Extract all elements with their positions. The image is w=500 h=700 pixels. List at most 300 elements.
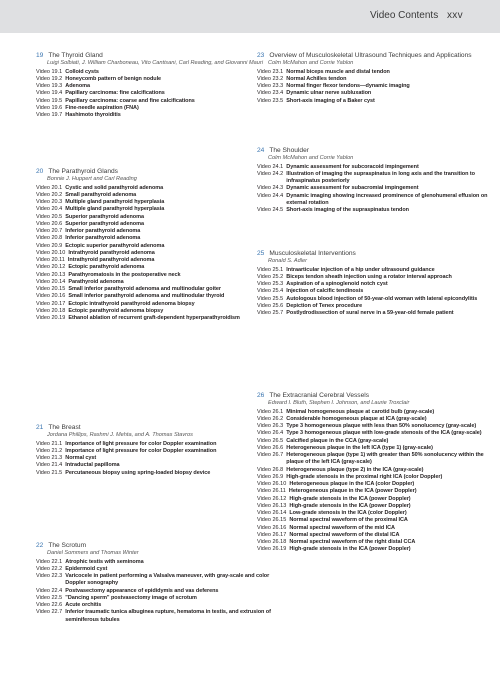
video-entry[interactable] [36, 221, 272, 228]
video-entry[interactable] [257, 416, 493, 423]
video-number: 26.16 [272, 524, 287, 531]
video-number: 20.18 [51, 307, 66, 314]
video-number: 20.19 [51, 315, 66, 322]
video-title: Varicocele in patient performing a Valsalva maneuver, with gray-scale and color Doppler sonography [65, 573, 270, 587]
chapter-number: 26 [257, 392, 265, 399]
video-title: Normal biceps muscle and distal tendon [286, 68, 390, 75]
video-id [36, 448, 65, 455]
video-entry[interactable] [257, 430, 493, 437]
video-id [36, 559, 65, 566]
video-label: Video [36, 440, 50, 447]
video-entry[interactable] [257, 310, 493, 317]
chapter-authors: Ronald S. Adler [268, 258, 307, 264]
video-entry[interactable] [257, 445, 493, 452]
video-entry[interactable] [257, 69, 493, 76]
video-number: 19.7 [51, 112, 63, 119]
video-number: 20.4 [51, 206, 63, 213]
video-entry[interactable] [257, 467, 493, 474]
video-label: Video [36, 184, 50, 191]
video-label: Video [257, 281, 271, 288]
video-title: Dynamic assessment for subcoracoid impingement [286, 163, 419, 170]
video-number: 20.6 [51, 220, 63, 227]
video-entry[interactable] [36, 228, 272, 235]
video-id [36, 112, 65, 119]
video-label: Video [257, 170, 271, 177]
video-label: Video [36, 565, 50, 572]
video-title: High-grade stenosis in the ICA (power Doppler) [289, 495, 411, 502]
video-id [36, 228, 65, 235]
video-title: Parathyroid adenoma [68, 278, 124, 285]
video-id [36, 566, 65, 573]
video-entry[interactable] [36, 559, 272, 566]
video-id [257, 546, 289, 553]
video-label: Video [36, 235, 50, 242]
video-number: 26.13 [272, 502, 287, 509]
video-label: Video [36, 558, 50, 565]
video-entry[interactable] [257, 409, 493, 416]
video-label: Video [257, 546, 271, 553]
video-number: 21.5 [51, 469, 63, 476]
video-label: Video [36, 455, 50, 462]
video-id [36, 76, 65, 83]
video-entry[interactable] [257, 267, 493, 274]
video-label: Video [36, 257, 50, 264]
video-entry[interactable] [36, 76, 272, 83]
video-id [257, 416, 286, 423]
video-id [257, 193, 286, 208]
video-label: Video [257, 273, 271, 280]
video-label: Video [257, 524, 271, 531]
video-label: Video [36, 609, 50, 616]
chapter-title: Overview of Musculoskeletal Ultrasound Techniques and Applications [269, 52, 472, 59]
video-entry[interactable] [36, 462, 272, 469]
video-number: 23.5 [272, 97, 284, 104]
video-label: Video [257, 452, 271, 459]
video-label: Video [36, 602, 50, 609]
video-number: 23.3 [272, 83, 284, 90]
chapter-heading [257, 147, 493, 155]
video-label: Video [257, 510, 271, 517]
video-entry[interactable] [257, 532, 493, 539]
video-entry[interactable] [36, 448, 272, 455]
video-id [257, 164, 286, 171]
video-label: Video [36, 228, 50, 235]
video-title: Intrathyroid parathyroid adenoma [67, 257, 155, 264]
video-entry[interactable] [257, 303, 493, 310]
video-label: Video [36, 278, 50, 285]
video-label: Video [257, 495, 271, 502]
video-title: Normal cyst [65, 455, 97, 462]
video-label: Video [36, 199, 50, 206]
video-label: Video [36, 307, 50, 314]
chapter-title: The Extracranial Cerebral Vessels [269, 392, 370, 399]
video-list [257, 267, 493, 318]
video-label: Video [36, 112, 50, 119]
video-entry[interactable] [36, 272, 272, 279]
video-label: Video [257, 75, 271, 82]
video-entry[interactable] [257, 525, 493, 532]
video-id [36, 90, 65, 97]
video-entry[interactable] [257, 296, 493, 303]
video-entry[interactable] [36, 455, 272, 462]
video-entry[interactable] [257, 193, 493, 208]
video-entry[interactable] [36, 301, 272, 308]
video-list [36, 185, 272, 323]
video-number: 25.5 [272, 295, 284, 302]
video-number: 20.14 [51, 278, 66, 285]
video-number: 19.6 [51, 104, 63, 111]
video-entry[interactable] [36, 206, 272, 213]
video-id [36, 199, 65, 206]
video-list [257, 164, 493, 215]
chapter-section-23 [257, 52, 493, 105]
video-id [257, 207, 286, 214]
video-entry[interactable] [257, 207, 493, 214]
video-number: 25.1 [272, 266, 284, 273]
video-title: Injection of calcific tendinosis [286, 288, 364, 295]
video-entry[interactable] [257, 274, 493, 281]
video-entry[interactable] [36, 293, 272, 300]
chapter-number: 19 [36, 52, 44, 59]
video-title: Ectopic intrathyroid parathyroid adenoma biopsy [68, 300, 195, 307]
chapter-number: 22 [36, 542, 44, 549]
video-label: Video [257, 408, 271, 415]
chapter-section-19 [36, 52, 272, 119]
video-id [257, 409, 286, 416]
video-title: Dynamic imaging showing increased prominence of glenohumeral effusion on external rotation [286, 192, 488, 206]
video-title: Heterogeneous plaque in the ICA (color Doppler) [289, 481, 415, 488]
video-id [257, 445, 286, 452]
video-entry[interactable] [257, 452, 493, 467]
video-number: 24.1 [272, 163, 284, 170]
video-number: 26.5 [272, 437, 284, 444]
video-label: Video [36, 447, 50, 454]
video-id [257, 467, 286, 474]
video-entry[interactable] [257, 423, 493, 430]
video-entry[interactable] [257, 481, 493, 488]
video-entry[interactable] [257, 185, 493, 192]
video-entry[interactable] [257, 83, 493, 90]
video-number: 21.4 [51, 462, 63, 469]
video-number: 20.9 [51, 242, 63, 249]
video-list [36, 69, 272, 120]
video-entry[interactable] [257, 474, 493, 481]
video-label: Video [257, 185, 271, 192]
video-number: 19.2 [51, 75, 63, 82]
video-id [36, 185, 65, 192]
video-number: 20.11 [51, 257, 65, 264]
video-title: Normal spectral waveform of the distal ICA [289, 531, 400, 538]
video-number: 25.7 [272, 310, 284, 317]
video-label: Video [257, 288, 271, 295]
video-number: 24.5 [272, 207, 284, 214]
video-entry[interactable] [36, 112, 272, 119]
video-entry[interactable] [36, 264, 272, 271]
video-title: Dynamic ulnar nerve subluxation [286, 90, 372, 97]
chapter-title: The Thyroid Gland [48, 52, 103, 59]
video-title: Epidermoid cyst [65, 565, 108, 572]
video-entry[interactable] [36, 602, 272, 609]
video-label: Video [257, 423, 271, 430]
video-number: 20.3 [51, 199, 63, 206]
video-entry[interactable] [36, 105, 272, 112]
video-number: 20.8 [51, 235, 63, 242]
video-label: Video [36, 242, 50, 249]
video-entry[interactable] [36, 214, 272, 221]
chapter-title: Musculoskeletal Interventions [269, 250, 356, 257]
video-label: Video [36, 293, 50, 300]
video-id [257, 288, 286, 295]
video-entry[interactable] [36, 83, 272, 90]
chapter-number: 23 [257, 52, 265, 59]
video-entry[interactable] [257, 539, 493, 546]
video-label: Video [36, 462, 50, 469]
video-entry[interactable] [257, 496, 493, 503]
video-entry[interactable] [36, 90, 272, 97]
video-entry[interactable] [36, 98, 272, 105]
video-title: Normal finger flexor tendons—dynamic imaging [286, 83, 410, 90]
video-title: Superior parathyroid adenoma [65, 220, 144, 227]
video-number: 26.4 [272, 430, 284, 437]
video-entry[interactable] [36, 573, 272, 588]
video-title: Papillary carcinoma: fine calcifications [65, 90, 165, 97]
video-entry[interactable] [257, 517, 493, 524]
video-id [257, 539, 289, 546]
video-id [36, 301, 68, 308]
video-title: Ectopic parathyroid adenoma [68, 264, 145, 271]
video-entry[interactable] [36, 315, 272, 322]
video-id [257, 423, 286, 430]
video-title: Heterogeneous plaque (type 2) in the ICA (gray-scale) [286, 466, 424, 473]
video-id [36, 250, 68, 257]
video-number: 22.7 [51, 609, 63, 616]
video-id [257, 69, 286, 76]
video-number: 26.8 [272, 466, 284, 473]
chapter-number: 21 [36, 424, 44, 431]
video-title: Heterogeneous plaque in the ICA (power Doppler) [288, 488, 417, 495]
video-title: Autologous blood injection of 50-year-old woman with lateral epicondylitis [286, 295, 478, 302]
video-title: Depiction of Tenex procedure [286, 302, 363, 309]
video-id [257, 171, 286, 186]
video-entry[interactable] [257, 171, 493, 186]
video-entry[interactable] [257, 281, 493, 288]
video-entry[interactable] [257, 438, 493, 445]
video-label: Video [36, 594, 50, 601]
video-title: Hashimoto thyroiditis [65, 112, 121, 119]
video-id [36, 441, 65, 448]
video-entry[interactable] [36, 470, 272, 477]
video-number: 26.10 [272, 481, 287, 488]
video-entry[interactable] [257, 90, 493, 97]
video-title: Normal spectral waveform of the proximal ICA [289, 517, 408, 524]
video-label: Video [257, 266, 271, 273]
video-number: 26.17 [272, 531, 287, 538]
chapter-number: 24 [257, 147, 265, 154]
video-title: High-grade stenosis in the ICA (power Doppler) [289, 502, 411, 509]
video-entry[interactable] [36, 185, 272, 192]
video-entry[interactable] [36, 235, 272, 242]
video-id [257, 185, 286, 192]
video-id [36, 279, 68, 286]
video-label: Video [257, 415, 271, 422]
video-label: Video [257, 473, 271, 480]
video-title: Inferior parathyroid adenoma [65, 228, 141, 235]
video-number: 23.4 [272, 90, 284, 97]
video-title: Intraarticular injection of a hip under ultrasound guidance [286, 266, 435, 273]
video-number: 20.13 [51, 271, 66, 278]
video-label: Video [257, 192, 271, 199]
chapter-heading [36, 424, 272, 432]
video-id [36, 243, 65, 250]
video-number: 26.7 [272, 452, 284, 459]
video-entry[interactable] [257, 503, 493, 510]
video-id [36, 69, 65, 76]
video-id [257, 481, 289, 488]
video-entry[interactable] [36, 286, 272, 293]
chapter-title: The Shoulder [269, 147, 309, 154]
video-title: Colloid cysts [65, 68, 99, 75]
video-label: Video [36, 249, 50, 256]
video-number: 26.18 [272, 539, 287, 546]
video-title: Inferior parathyroid adenoma [65, 235, 141, 242]
chapter-heading [257, 250, 493, 258]
video-entry[interactable] [36, 279, 272, 286]
video-id [257, 76, 286, 83]
video-title: Adenoma [65, 83, 90, 90]
video-entry[interactable] [36, 595, 272, 602]
video-id [257, 532, 289, 539]
chapter-authors: Edward I. Bluth, Stephen I. Johnson, and Laurie Troxclair [268, 400, 410, 406]
video-title: Dynamic assessment for subacromial impingement [286, 185, 419, 192]
video-id [36, 105, 65, 112]
video-title: Postlydrodissection of sural nerve in a 59-year-old female patient [286, 310, 454, 317]
video-id [257, 90, 286, 97]
video-id [36, 257, 68, 264]
video-label: Video [257, 444, 271, 451]
video-number: 25.4 [272, 288, 284, 295]
chapter-section-20 [36, 168, 272, 322]
video-title: Ethanol ablation of recurrent graft-dependent hyperparathyroidism [68, 315, 240, 322]
video-label: Video [257, 68, 271, 75]
video-title: Ectopic superior parathyroid adenoma [65, 242, 165, 249]
video-label: Video [257, 295, 271, 302]
video-number: 25.3 [272, 281, 284, 288]
video-title: Small parathyroid adenoma [65, 191, 137, 198]
video-number: 25.2 [272, 273, 284, 280]
video-number: 20.12 [51, 264, 66, 271]
video-id [36, 192, 65, 199]
video-number: 21.2 [51, 447, 63, 454]
video-label: Video [36, 271, 50, 278]
video-id [36, 286, 68, 293]
video-label: Video [36, 83, 50, 90]
video-number: 25.6 [272, 302, 284, 309]
video-entry[interactable] [257, 76, 493, 83]
video-label: Video [257, 488, 271, 495]
video-entry[interactable] [36, 199, 272, 206]
video-entry[interactable] [36, 588, 272, 595]
video-entry[interactable] [36, 243, 272, 250]
video-number: 19.4 [51, 90, 63, 97]
video-id [36, 221, 65, 228]
video-title: Minimal homogeneous plaque at carotid bulb (gray-scale) [286, 408, 435, 415]
video-id [257, 430, 286, 437]
video-entry[interactable] [36, 609, 272, 624]
video-number: 26.11 [272, 488, 286, 495]
chapter-section-21 [36, 424, 272, 477]
video-id [36, 462, 65, 469]
video-id [36, 83, 65, 90]
video-number: 20.2 [51, 191, 63, 198]
page-number: xxv [447, 10, 463, 21]
video-label: Video [257, 207, 271, 214]
video-title: Normal Achilles tendon [286, 75, 347, 82]
video-title: Calcified plaque in the CCA (gray-scale) [286, 437, 389, 444]
video-number: 26.12 [272, 495, 287, 502]
video-number: 24.4 [272, 192, 284, 199]
video-entry[interactable] [36, 192, 272, 199]
video-id [36, 602, 65, 609]
video-id [257, 503, 289, 510]
video-number: 19.5 [51, 97, 63, 104]
video-title: Fine-needle aspiration (FNA) [65, 104, 139, 111]
video-id [257, 510, 289, 517]
video-label: Video [36, 191, 50, 198]
video-entry[interactable] [257, 98, 493, 105]
video-entry[interactable] [257, 510, 493, 517]
video-number: 21.1 [51, 440, 63, 447]
video-title: Short-axis imaging of the supraspinatus tendon [286, 207, 409, 214]
video-list [36, 559, 272, 624]
video-number: 20.7 [51, 228, 63, 235]
video-id [257, 98, 286, 105]
video-entry[interactable] [36, 308, 272, 315]
video-title: Importance of light pressure for color Doppler examination [65, 440, 217, 447]
video-entry[interactable] [36, 566, 272, 573]
video-id [36, 206, 65, 213]
video-number: 22.3 [51, 573, 63, 580]
video-number: 22.6 [51, 602, 63, 609]
video-entry[interactable] [36, 257, 272, 264]
chapter-section-26 [257, 392, 493, 554]
video-entry[interactable] [257, 288, 493, 295]
video-number: 19.3 [51, 83, 63, 90]
video-label: Video [36, 68, 50, 75]
video-label: Video [36, 220, 50, 227]
video-title: Papillary carcinoma: coarse and fine calcifications [65, 97, 195, 104]
video-title: Superior parathyroid adenoma [65, 213, 144, 220]
video-entry[interactable] [257, 546, 493, 553]
video-title: Normal spectral waveform of the right distal CCA [289, 539, 416, 546]
video-entry[interactable] [36, 441, 272, 448]
video-entry[interactable] [257, 164, 493, 171]
video-entry[interactable] [36, 69, 272, 76]
chapter-title: The Scrotum [48, 542, 87, 549]
video-number: 22.5 [51, 594, 63, 601]
video-id [36, 588, 65, 595]
video-label: Video [36, 300, 50, 307]
video-id [36, 455, 65, 462]
video-number: 26.19 [272, 546, 287, 553]
video-id [257, 517, 289, 524]
video-number: 20.16 [51, 293, 66, 300]
video-id [36, 315, 68, 322]
chapter-number: 20 [36, 168, 44, 175]
video-entry[interactable] [36, 250, 272, 257]
video-title: "Dancing sperm" postvasectomy image of scrotum [65, 594, 197, 601]
video-entry[interactable] [257, 488, 493, 495]
video-label: Video [36, 587, 50, 594]
